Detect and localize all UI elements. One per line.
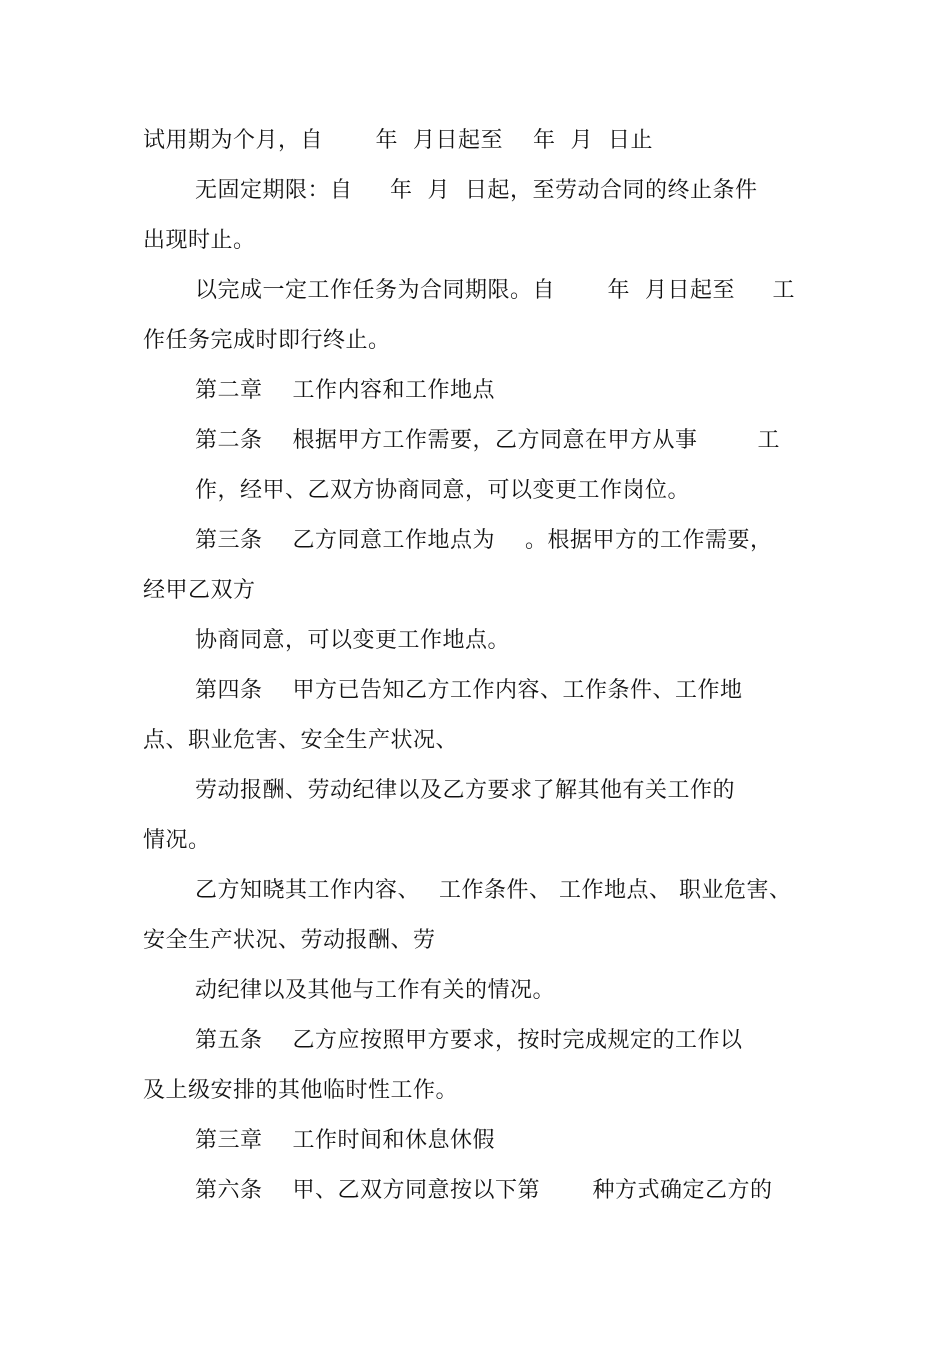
article-3-line-2: 经甲乙双方 (143, 578, 256, 603)
article-4-line-1: 第四条 甲方已告知乙方工作内容、工作条件、工作地 (195, 678, 743, 703)
text-line-probation: 试用期为个月，自 年 月日起至 年 月 日止 (143, 128, 653, 153)
text-line-indefinite-term: 无固定期限：自 年 月 日起，至劳动合同的终止条件 (195, 178, 758, 203)
text-line-task-end: 作任务完成时即行终止。 (143, 328, 391, 353)
article-4-line-6: 安全生产状况、劳动报酬、劳 (143, 928, 436, 953)
article-4-line-7: 动纪律以及其他与工作有关的情况。 (195, 978, 556, 1003)
article-2-line-2: 作，经甲、乙双方协商同意，可以变更工作岗位。 (195, 478, 691, 503)
chapter-heading-2: 第二章 工作内容和工作地点 (195, 378, 495, 403)
article-6-line-1: 第六条 甲、乙双方同意按以下第 种方式确定乙方的 (195, 1178, 773, 1203)
article-5-line-2: 及上级安排的其他临时性工作。 (143, 1078, 459, 1103)
text-line-indefinite-end: 出现时止。 (143, 228, 256, 253)
text-line-task-term: 以完成一定工作任务为合同期限。自 年 月日起至 工 (195, 278, 795, 303)
chapter-heading-3: 第三章 工作时间和休息休假 (195, 1128, 495, 1153)
article-3-line-3: 协商同意，可以变更工作地点。 (195, 628, 511, 653)
article-4-line-3: 劳动报酬、劳动纪律以及乙方要求了解其他有关工作的 (195, 778, 736, 803)
article-2-line-1: 第二条 根据甲方工作需要，乙方同意在甲方从事 工 (195, 428, 780, 453)
article-4-line-5: 乙方知晓其工作内容、 工作条件、 工作地点、 职业危害、 (195, 878, 792, 903)
article-5-line-1: 第五条 乙方应按照甲方要求，按时完成规定的工作以 (195, 1028, 743, 1053)
article-3-line-1: 第三条 乙方同意工作地点为 。根据甲方的工作需要， (195, 528, 773, 553)
article-4-line-2: 点、职业危害、安全生产状况、 (143, 728, 459, 753)
article-4-line-4: 情况。 (143, 828, 211, 853)
